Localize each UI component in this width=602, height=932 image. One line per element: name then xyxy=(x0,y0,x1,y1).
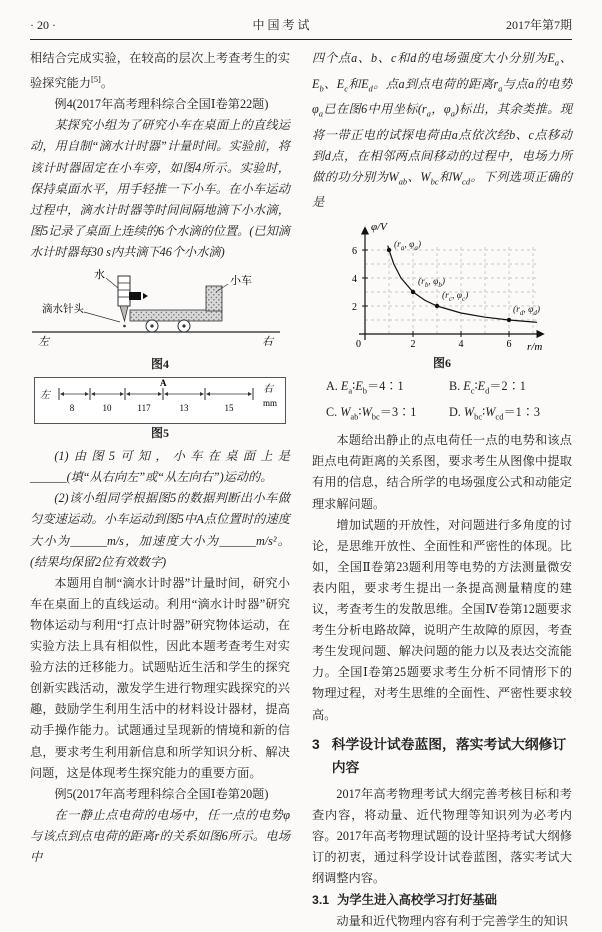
section3-heading xyxy=(312,733,572,779)
example4-body: 某探究小组为了研究小车在桌面上的直线运动，用自制“滴水计时器”计量时间。实验前，将该计时器固定在小车旁，如图4所示。实验时，保持桌面水平，用手轻推一下小车。在小车运动过程中，滴水计时器等时间间隔地滴下小水滴，图5记录了桌面上连续的6个水滴的位置。(已知滴水计时器每30 s内共滴下46个小水滴) xyxy=(30,118,290,259)
point-a-label: ($r_a$, $\varphi_a$) xyxy=(394,240,422,253)
interval-value: 10 xyxy=(102,403,112,414)
x-axis-label: r/m xyxy=(527,341,543,354)
left-label: 左 xyxy=(38,336,49,348)
point-A-label: A xyxy=(160,378,167,389)
analysis-example5: 本题给出静止的点电荷任一点的电势和该点距点电荷距离的关系图，要求考生从图像中提取有用的信息，结合所学的电场强度公式和动能定理求解问题。 xyxy=(312,433,572,511)
right-label: 右 xyxy=(263,384,273,396)
header-rule xyxy=(30,39,572,40)
point-b-label: ($r_b$, $\varphi_b$) xyxy=(418,277,446,290)
x-tick: 2 xyxy=(410,339,416,351)
figure5-caption: 图5 xyxy=(150,426,169,441)
drip-needle xyxy=(120,306,128,321)
section3-number: 3 xyxy=(312,736,320,752)
openness-paragraph: 增加试题的开放性，对问题进行多角度的讨论，是思维开放性、全面性和严密性的体现。比如，全国Ⅱ卷第23题利用等电势的方法测量微安表内阻，要求考生提出一条提高测量精度的建议，考查考生的发散思维。全国Ⅳ卷第12题要求考生分析电路故障，说明产生故障的原因，考查考生发现问题、解决问题的能力以及表达交流能力。全国Ⅰ卷第25题要求考生分析不同情形下的物理过程，对考生思维的全面性、严密性要求较高。 xyxy=(312,517,572,722)
paragraph-continuation: 相结合完成实验，在较高的层次上考查考生的实验探究能力[5]。 xyxy=(30,51,290,91)
interval-value: 8 xyxy=(69,403,75,414)
y-tick: 2 xyxy=(352,302,357,314)
figure5 xyxy=(30,377,290,442)
point-a xyxy=(387,248,391,252)
option-B: B. $E_c∶E_d=2∶1$ xyxy=(449,379,526,396)
y-axis-label: φ/V xyxy=(371,221,387,234)
option-C: C. $W_{ab}∶W_{bc}=3∶1$ xyxy=(326,405,417,422)
unit-label: mm xyxy=(263,398,278,409)
water-container xyxy=(118,276,130,306)
needle-label: 滴水针头 xyxy=(42,304,84,315)
wheel-hub xyxy=(150,324,153,327)
right-column xyxy=(312,48,572,932)
left-label: 左 xyxy=(40,390,50,402)
x-tick: 4 xyxy=(458,339,464,351)
wheel-hub xyxy=(182,324,185,327)
question-2: (2)该小组同学根据图5的数据判断出小车做匀变速运动。小车运动到图5中A点位置时的速度大小为______m/s，加速度大小为______m/s²。(结果均保留2位有效数字) xyxy=(30,491,290,569)
answer-options xyxy=(312,376,572,428)
right-label: 右 xyxy=(262,336,273,348)
example5-title: 例5(2017年高考理科综合全国Ⅰ卷第20题) xyxy=(54,786,269,801)
point-d xyxy=(507,318,511,322)
point-b xyxy=(411,290,415,294)
clamp xyxy=(129,292,141,300)
cart-label: 小车 xyxy=(230,275,252,287)
x-tick: 0 xyxy=(356,339,361,351)
last-paragraph: 动量和近代物理内容有利于完善学生的知识 xyxy=(336,914,568,929)
section31-title: 为学生进入高校学习打好基础 xyxy=(337,893,497,908)
section3-paragraph: 2017年高考物理考试大纲完善考核目标和考查内容，将动量、近代物理等知识列为必考内容。2017年高考物理试题的设计坚持考试大纲修订的初衷，通过科学设计试卷蓝图，落实考试大纲调整内容。 xyxy=(312,786,572,885)
x-tick: 6 xyxy=(506,339,512,351)
question-1: (1)由图5可知，小车在桌面上是______(填“从右向左”或“从左向右”)运动的。 xyxy=(30,449,290,485)
figure4-caption: 图4 xyxy=(150,357,169,372)
example5-body: 在一静止点电荷的电场中，任一点的电势φ与该点到点电荷的距离r的关系如图6所示。电场中 xyxy=(30,807,291,864)
interval-value: 117 xyxy=(137,403,151,414)
figure6-caption: 图6 xyxy=(432,356,451,371)
analysis-example4: 本题用自制“滴水计时器”计量时间，研究小车在桌面上的直线运动。利用“滴水计时器”研究物体运动与利用“打点计时器”研究物体运动，在实验方法上具有相似性，因此本题考查考生对实验方法的迁移能力。试题贴近生活和学生的探究创新实践活动，激发学生进行物理实践探究的兴趣，鼓励学生利用生活中的材料设计器材，提高动手操作能力。试题通过呈现新的情境和新的信息，要求考生利用新信息和所学知识分析、解决问题，这是体现考生探究能力的重要方面。 xyxy=(30,575,290,780)
cart-base xyxy=(130,310,222,321)
clamp-knob xyxy=(143,293,148,299)
axis-ticks xyxy=(362,250,509,337)
option-D: D. $W_{bc}∶W_{cd}=1∶3$ xyxy=(449,405,541,422)
option-A: A. $E_a∶E_b=4∶1$ xyxy=(326,379,404,396)
point-c xyxy=(435,304,439,308)
left-column xyxy=(30,48,290,932)
water-label: 水 xyxy=(94,269,105,281)
figure6 xyxy=(312,216,572,372)
section3-title: 科学设计试卷蓝图，落实考试大纲修订内容 xyxy=(331,736,567,775)
y-tick: 6 xyxy=(352,246,357,258)
leader-line xyxy=(106,278,118,288)
page-header xyxy=(30,14,572,39)
water-drop xyxy=(123,325,126,328)
page-number: · 20 · xyxy=(30,18,56,32)
figure4-drawing xyxy=(30,266,282,348)
gridlines xyxy=(365,246,537,334)
section31-number: 3.1 xyxy=(312,893,330,908)
interval-value: 15 xyxy=(224,403,234,414)
y-tick: 4 xyxy=(352,274,357,286)
interval-value: 13 xyxy=(179,403,189,414)
point-d-label: ($r_d$, $\varphi_d$) xyxy=(513,305,541,318)
example5-continuation: 四个点a、b、c和d的电场强度大小分别为$E_a$、$E_b$、$E_c$和$E_d$。点a到点电荷的距离$r_a$与点a的电势$\varphi_a$已在图6中用坐标($r_a$，$\varphi_a$)标出，其余类推。现将一带正电的试探电荷由a点依次经b、c点移动到d点，在相邻两点间移动的过程中，电场力所做的功分别为$W_{ab}$、$W_{bc}$和$W_{cd}$。下列选项正确的是 xyxy=(312,51,573,210)
example4-title: 例4(2017年高考理科综合全国Ⅰ卷第22题) xyxy=(54,97,269,112)
figure4 xyxy=(30,266,290,373)
issue-label: 2017年第7期 xyxy=(505,18,572,32)
journal-title: 中 国 考 试 xyxy=(252,18,310,32)
figure5-drawing xyxy=(35,378,285,416)
section31-heading xyxy=(312,889,572,911)
leader-line xyxy=(84,312,120,322)
point-c-label: ($r_c$, $\varphi_c$) xyxy=(442,291,469,304)
